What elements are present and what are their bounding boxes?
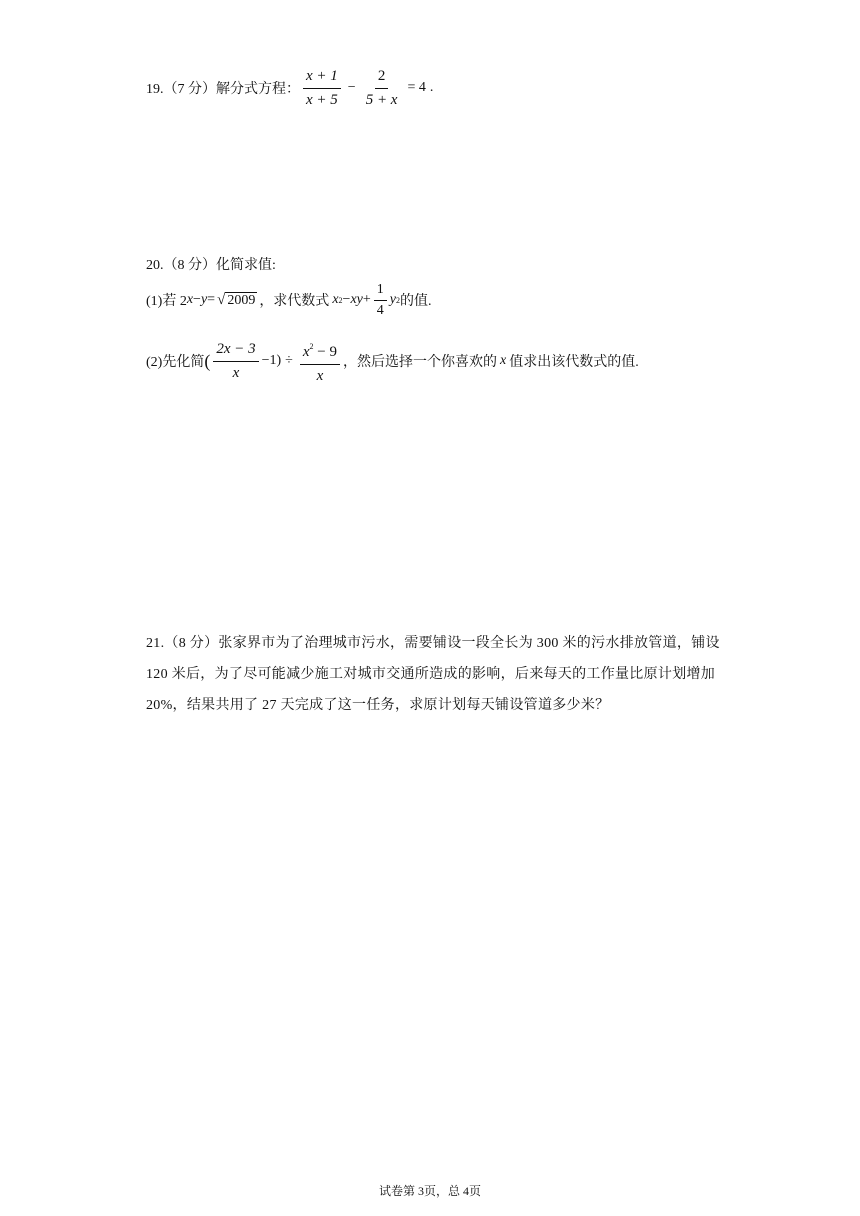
sqrt-expression [217, 292, 257, 309]
p2-fraction-2-numerator [300, 337, 340, 365]
period: . [429, 80, 434, 95]
radical-sign-icon: √ [217, 291, 226, 308]
minus-sign: − [347, 80, 356, 95]
p1-minus: − [193, 292, 201, 307]
p2-fraction-2 [300, 337, 340, 386]
p2-fraction-2-denominator: x [316, 367, 324, 384]
p2-minus-one: −1) [261, 353, 282, 368]
fraction-1 [303, 67, 341, 110]
p2-num-rest: − 9 [313, 343, 337, 360]
expr-plus: + [362, 292, 371, 307]
question-20-label [146, 254, 276, 274]
expr-minus: − [342, 292, 351, 307]
question-21: 21.（8 分）张家界市为了治理城市污水，需要铺设一段全长为 300 米的污水排放管道，铺设 120 米后，为了尽可能减少施工对城市交通所造成的影响，后来每天的工作量比原计划增加 20%，结果共用了 27 天完成了这一任务，求原计划每天铺设管道多少米？ [146, 636, 720, 713]
p2-fraction-1-numerator: 2x − 3 [213, 340, 258, 362]
fraction-2-numerator: 2 [375, 67, 389, 89]
quarter-numerator: 1 [374, 282, 387, 301]
p2-lead: (2)先化简 [146, 355, 205, 370]
p2-tail-1: ，然后选择一个你喜欢的 [343, 355, 497, 370]
expr-xy: xy [350, 292, 363, 307]
p1-tail: 的值. [400, 294, 432, 309]
fraction-2-denominator: 5 + x [365, 91, 398, 108]
radicand: 2009 [227, 292, 256, 308]
question-20-part-2 [146, 340, 639, 382]
question-19 [146, 68, 433, 108]
expr-y: y [389, 292, 396, 307]
equation-rhs: = 4 [407, 80, 426, 95]
question-20-part-1 [146, 282, 432, 318]
expr-sq-2: 2 [396, 295, 400, 305]
expr-x: x [332, 292, 339, 307]
p2-open-paren: ( [204, 350, 211, 371]
p2-variable: x [500, 353, 507, 368]
p2-num-x: x [302, 343, 310, 360]
p2-fraction-1-denominator: x [232, 364, 240, 381]
p1-x: x [186, 292, 194, 307]
expr-sq-1: 2 [338, 295, 343, 305]
fraction-quarter [374, 282, 387, 319]
division-sign: ÷ [285, 353, 293, 368]
fraction-1-denominator: x + 5 [306, 91, 338, 108]
p1-mid: ，求代数式 [259, 294, 330, 309]
question-20-title: 20.（8 分）化简求值: [146, 258, 276, 273]
question-19-label: 19.（7 分）解分式方程： [146, 82, 300, 97]
quarter-denominator: 4 [376, 302, 384, 318]
fraction-1-numerator: x + 1 [303, 67, 341, 89]
fraction-2 [363, 67, 401, 110]
p2-fraction-1 [213, 340, 258, 383]
p1-lead: (1)若 2 [146, 294, 187, 309]
p1-y: y [200, 292, 208, 307]
p2-tail-2: 值求出该代数式的值. [509, 355, 639, 370]
p2-num-sq: 2 [309, 341, 314, 351]
p1-eq: = [207, 292, 216, 307]
page-footer: 试卷第 3页，总 4页 [378, 1184, 481, 1198]
